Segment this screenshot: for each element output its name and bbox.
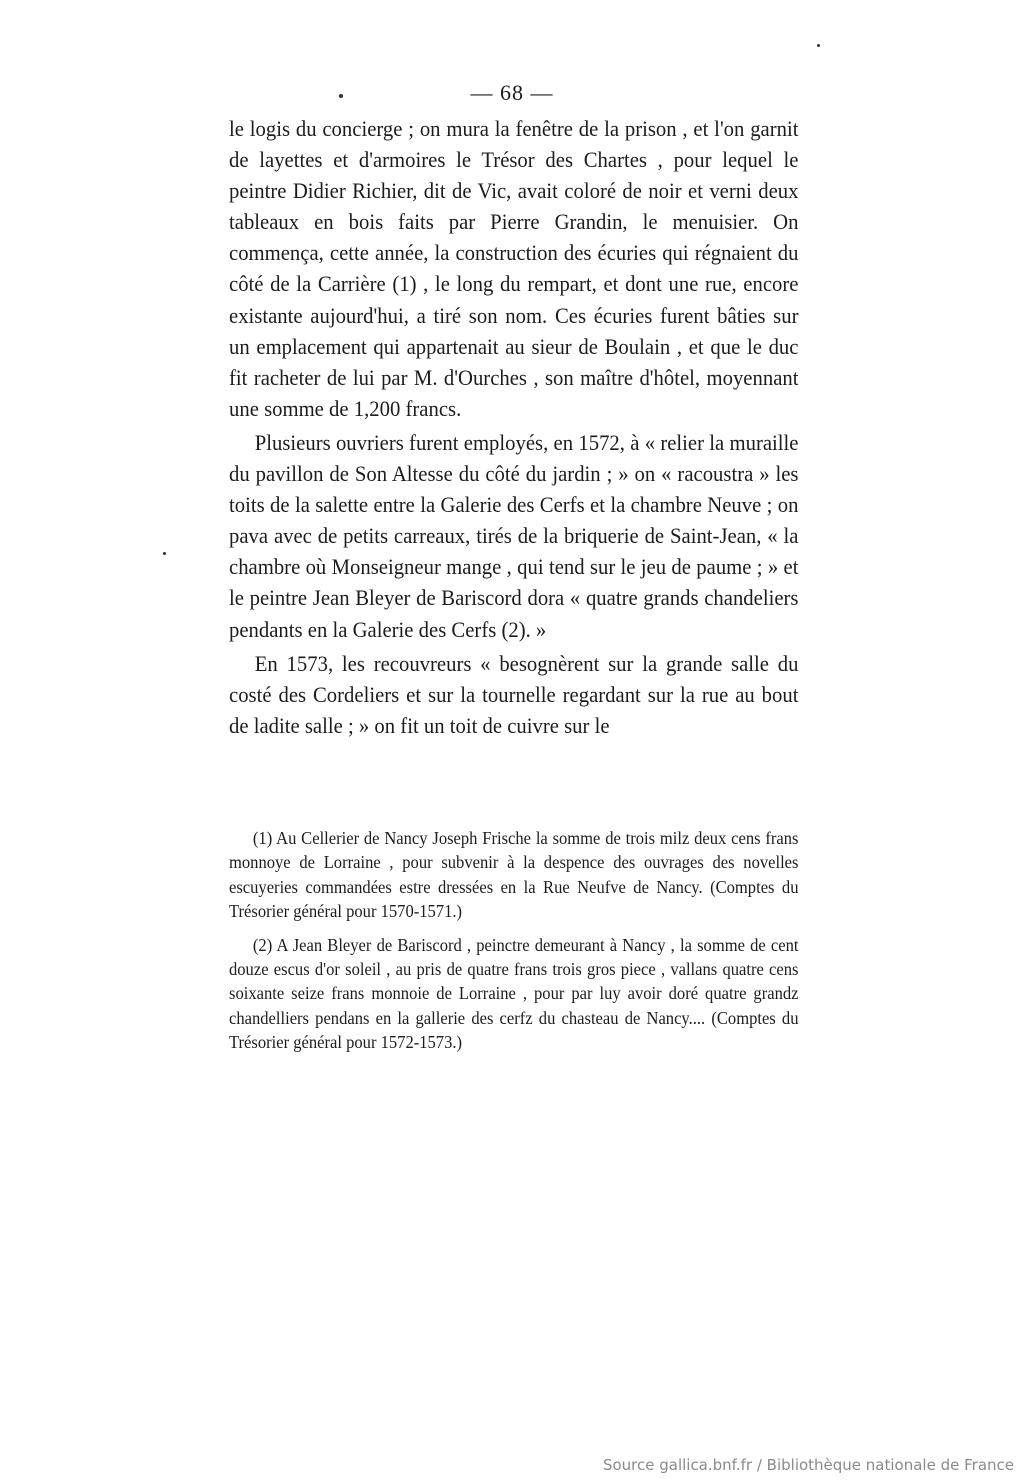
ink-speck [163, 552, 166, 555]
main-text [229, 113, 798, 741]
page-number: — 68 — [470, 80, 554, 105]
paragraph: En 1573, les recouvreurs « besognèrent sur la grande salle du costé des Cordeliers et sur la tournelle regardant sur la rue au bout de ladite salle ; » on fit un toit de cuivre sur le [229, 650, 799, 738]
source-credit: Source gallica.bnf.fr / Bibliothèque nationale de France [602, 1456, 1014, 1474]
footnote: (1) Au Cellerier de Nancy Joseph Frische la somme de trois milz deux cens frans monnoye de Lorraine , pour subvenir à la despence des ouvrages des novelles escuyeries commandées estre dressées en la Rue Neufve de Nancy. (Comptes du Trésorier général pour 1570-1571.) [229, 828, 799, 922]
ink-speck [817, 44, 820, 47]
paragraph: le logis du concierge ; on mura la fenêtre de la prison , et l'on garnit de layettes et d'armoires le Trésor des Chartes , pour lequel le peintre Didier Richier, dit de Vic, avait coloré de noir et verni deux tableaux en bois faits par Pierre Grandin, le menuisier. On commença, cette année, la construction des écuries qui régnaient du côté de la Carrière (1) , le long du rempart, et dont une rue, encore existante aujourd'hui, a tiré son nom. Ces écuries furent bâties sur un emplacement qui appartenait au sieur de Boulain , et que le duc fit racheter de lui par M. d'Ourches , son maître d'hôtel, moyennant une somme de 1,200 francs. [229, 116, 799, 421]
footnotes [229, 826, 798, 1055]
footnote: (2) A Jean Bleyer de Bariscord , peinctre demeurant à Nancy , la somme de cent douze escus d'or soleil , au pris de quatre frans trois gros piece , vallans quatre cens soixante seize frans monnoie de Lorraine , pour par luy avoir doré quatre grandz chandelliers pendans en la gallerie des cerfz du chasteau de Nancy.... (Comptes du Trésorier général pour 1572-1573.) [229, 934, 799, 1053]
paragraph: Plusieurs ouvriers furent employés, en 1572, à « relier la muraille du pavillon de Son Altesse du côté du jardin ; » on « racoustra » les toits de la salette entre la Galerie des Cerfs et la chambre Neuve ; on pava avec de petits carreaux, tirés de la briquerie de Saint-Jean, « la chambre où Monseigneur mange , qui tend sur le jeu de paume ; » et le peintre Jean Bleyer de Bariscord dora « quatre grands chandeliers pendants en la Galerie des Cerfs (2). » [229, 429, 799, 642]
